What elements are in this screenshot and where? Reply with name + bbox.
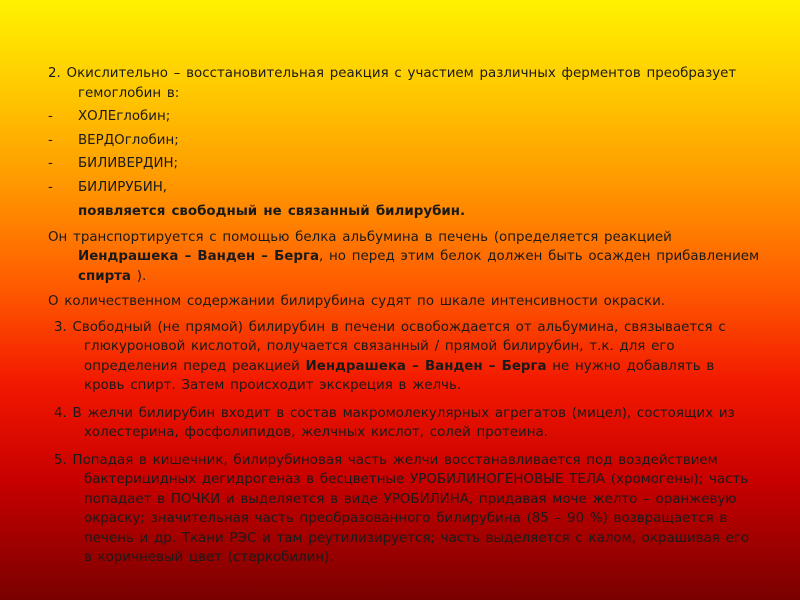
reaction-name: Иендрашека – Ванден – Берга (78, 249, 319, 264)
bullet-biliverdin (48, 154, 760, 174)
bullet-text: ХОЛЕглобин; (78, 109, 171, 124)
transport-paragraph (48, 228, 760, 287)
slide-content (48, 64, 760, 568)
bullet-dash: - (48, 156, 53, 171)
transport-text-3: ). (130, 268, 147, 284)
bullet-text: БИЛИРУБИН, (78, 179, 168, 195)
bullet-dash: - (48, 109, 53, 124)
bullet-verdoglobin (48, 131, 760, 151)
scale-note: О количественном содержании билирубина судят по шкале интенсивности окраски. (48, 294, 666, 309)
bullet-text: ВЕРДОглобин; (78, 132, 179, 148)
bullet-choleglobin (48, 107, 760, 127)
item-4-paragraph: 4. В желчи билирубин входит в состав макромолекулярных агрегатов (мицел), состоящих из холестерина, фосфолипидов, желчных кислот, солей протеина. (54, 405, 735, 440)
bullet-text: БИЛИВЕРДИН; (78, 156, 179, 171)
item-3-text-2: не нужно добавлять в кровь спирт. Затем происходит экскреция в желчь. (84, 358, 715, 393)
transport-text-1: Он транспортируется с помощью белка альбумина в печень (определяется реакцией (48, 229, 672, 245)
bullet-dash: - (48, 132, 53, 148)
free-bilirubin-result: появляется свободный не связанный билирубин. (78, 204, 466, 219)
transport-text-2: , но перед этим белок должен быть осажден прибавлением (319, 249, 760, 264)
item-5-paragraph: 5. Попадая в кишечник, билирубиновая часть желчи восстанавливается под воздействием бактерицидных дегидрогеназ в бесцветные УРОБИЛИНОГЕНОВЫЕ ТЕЛА (хромогены); часть попадает в ПОЧКИ и выделяется в виде УРОБИЛИНА, придавая моче желто – оранжевую окраску; значительная часть преобразованного билирубина (85 – 90 %) возвращается в печень и др. Ткани РЭС и там реутилизируется; часть выделяется с калом, окрашивая его в коричневый цвет (стеркобилин). (54, 452, 750, 565)
item-3-paragraph (48, 318, 760, 396)
spirit-word: спирта (78, 268, 131, 284)
bullet-dash: - (48, 179, 53, 195)
bullet-bilirubin (48, 178, 760, 198)
item-3-text-1: 3. Свободный (не прямой) билирубин в печени освобождается от альбумина, связывается с глюкуроновой кислотой, получается связанный / прямой билирубин, т.к. для его определения перед реакцией (54, 319, 726, 374)
reaction-name: Иендрашека – Ванден – Берга (305, 358, 547, 374)
item-2-lead: 2. Окислительно – восстановительная реакция с участием различных ферментов преобразует гемоглобин в: (48, 66, 737, 101)
